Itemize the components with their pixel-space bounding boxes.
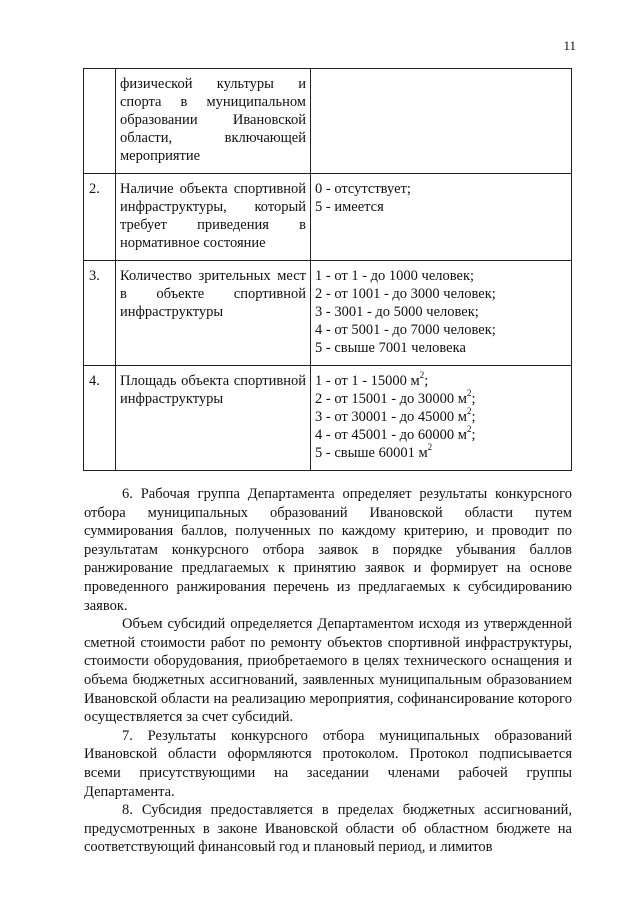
criterion-name: Количество зрительных мест в объекте спортивной инфраструктуры [116,261,311,366]
score-line: 1 - от 1 - 15000 $м^2$; [315,370,429,389]
row-number: 3. [84,261,116,366]
table-row [84,366,572,471]
superscript: 2 [466,424,472,435]
score-line: 3 - 3001 - до 5000 человек; [315,304,479,320]
table-row [84,69,572,174]
score-line: 5 - свыше 60001 $м^2$ [315,442,433,461]
score-line: 1 - от 1 - до 1000 человек; [315,268,475,284]
score-line: 5 - имеется [315,199,384,215]
score-line: 2 - от 1001 - до 3000 человек; [315,286,496,302]
criterion-name: физической культуры и спорта в муниципальном образовании Ивановской области, включающей мероприятие [116,69,311,174]
criterion-scores [311,174,572,261]
paragraph-subsidy-volume: Объем субсидий определяется Департаментом исходя из утвержденной сметной стоимости работ по ремонту объектов спортивной инфраструктуры, стоимости оборудования, приобретаемого в целях технического оснащения и объема бюджетных ассигнований, заявленных муниципальным образованием Ивановской области на реализацию мероприятия, софинансирование которого осуществляется за счет субсидий. [84,616,572,726]
paragraph-7: 7. Результаты конкурсного отбора муниципальных образований Ивановской области оформляются протоколом. Протокол подписывается всеми присутствующими на заседании членами рабочей группы Департамента. [84,727,572,800]
paragraph-6: 6. Рабочая группа Департамента определяет результаты конкурсного отбора муниципальных образований Ивановской области путем суммирования баллов, полученных по каждому критерию, и проводит по результатам конкурсного отбора заявок в порядке убывания баллов ранжирование предлагаемых к принятию заявок и формирует на основе проведенного ранжирования перечень из предлагаемых к субсидированию заявок. [84,486,572,614]
score-line: 3 - от 30001 - до 45000 $м^2$; [315,406,476,425]
superscript: 2 [466,388,472,399]
page-number: 11 [563,38,576,53]
superscript: 2 [466,406,472,417]
score-line: 5 - свыше 7001 человека [315,340,466,356]
score-line: 2 - от 15001 - до 30000 $м^2$; [315,388,476,407]
criterion-scores [311,261,572,366]
superscript: 2 [419,370,425,381]
criterion-name: Наличие объекта спортивной инфраструктуры, который требует приведения в нормативное состояние [116,174,311,261]
score-line: 4 - от 5001 - до 7000 человек; [315,322,496,338]
row-number [84,69,116,174]
criterion-name: Площадь объекта спортивной инфраструктуры [116,366,311,471]
row-number: 2. [84,174,116,261]
criteria-table [83,68,572,471]
superscript: 2 [427,442,433,453]
paragraph-8: 8. Субсидия предоставляется в пределах бюджетных ассигнований, предусмотренных в законе Ивановской области об областном бюджете на соответствующий финансовый год и плановый период, и лимитов [84,802,572,856]
criterion-scores [311,69,572,174]
score-line: 0 - отсутствует; [315,181,411,197]
criterion-scores [311,366,572,471]
table-row [84,261,572,366]
table-row [84,174,572,261]
body-text [84,485,572,857]
row-number: 4. [84,366,116,471]
score-line: 4 - от 45001 - до 60000 $м^2$; [315,424,476,443]
